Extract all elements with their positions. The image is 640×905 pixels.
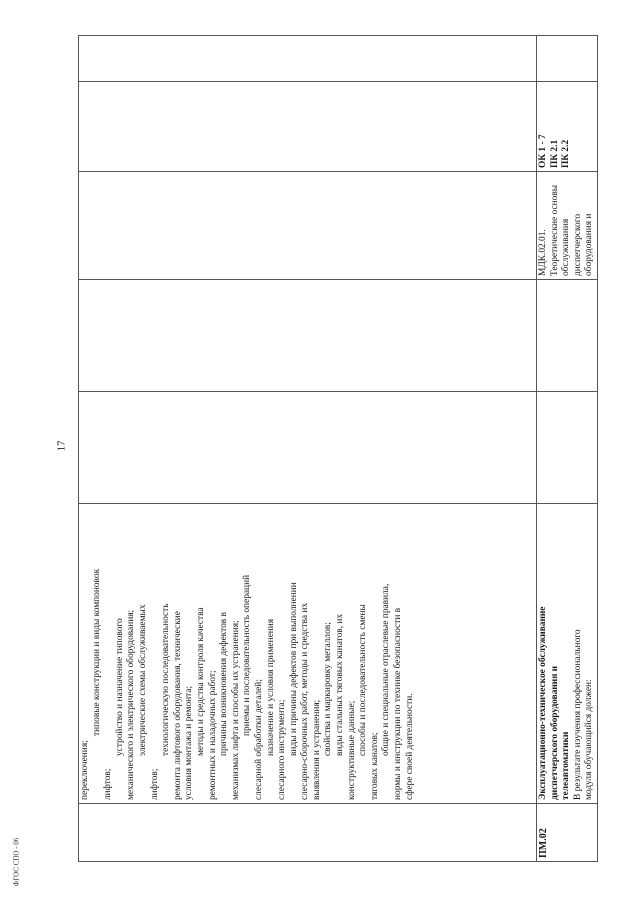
text-line: нормы и инструкции по технике безопасности в: [393, 607, 404, 800]
text-line: сфере своей деятельности.: [404, 693, 415, 800]
text-line: тяговых канатов;: [369, 732, 380, 800]
text-line: причины возникновения дефектов в: [219, 612, 230, 756]
module-code-cell: [537, 804, 598, 862]
text-line: механического и электрического оборудования;: [126, 609, 137, 800]
index-cell: [79, 804, 537, 862]
text-line: виды и причины дефектов при выполнении: [288, 582, 299, 756]
curriculum-table: [78, 36, 595, 862]
text-line: переключения;: [80, 740, 90, 800]
table-row: [79, 36, 537, 862]
text-line: свойства и маркировку металлов;: [323, 622, 334, 756]
text-line: Теоретические основы: [549, 184, 560, 276]
text-line: ремонтных и наладочных работ;: [207, 670, 218, 800]
content-cell: [79, 504, 537, 804]
hours-max-cell: [79, 392, 537, 504]
competence-cell: [537, 82, 598, 172]
hours-class-cell: [537, 280, 598, 392]
competence-cell: [79, 82, 537, 172]
text-line: конструктивные данные;: [346, 700, 357, 800]
module-intro: [573, 507, 596, 800]
text-line: лифтов;: [149, 768, 160, 800]
text-line: МДК.02.01.: [538, 229, 548, 276]
text-line: устройство и назначение типового: [114, 618, 125, 756]
text-line: обслуживания: [561, 218, 572, 276]
text-line: электрические схемы обслуживаемых: [137, 604, 148, 756]
text-line: механизмах лифта и способы их устранения;: [230, 620, 241, 800]
footer-code: ФГОС СПО - 06: [12, 837, 21, 887]
text-line: типовые конструкции и виды компоновок: [91, 568, 102, 736]
text-line: диспетчерского: [572, 213, 583, 276]
knowledge-list: [80, 507, 416, 800]
text-line: ОК 1 - 7: [538, 134, 548, 168]
text-line: выявления и устранения;: [311, 699, 322, 800]
text-line: Эксплуатационно-техническое обслуживание: [538, 606, 548, 800]
text-line: способы и последовательность смены: [358, 604, 369, 756]
extra-cell: [79, 36, 537, 82]
hours-max-cell: [537, 392, 598, 504]
text-line: назначение и условия применения: [265, 618, 276, 756]
mdk-name: [538, 175, 596, 276]
text-line: телеавтоматики: [561, 731, 572, 800]
text-line: ремонта лифтового оборудования, технические: [172, 611, 183, 800]
module-title-cell: [537, 504, 598, 804]
text-line: ПК 2.2: [561, 139, 572, 168]
text-line: ПК 2.1: [549, 139, 560, 168]
extra-cell: [537, 36, 598, 82]
text-line: В результате изучения профессионального: [572, 629, 583, 800]
text-line: слесарной обработки деталей;: [253, 679, 264, 800]
text-line: условия монтажа и ремонта;: [184, 685, 195, 800]
text-line: виды стальных тяговых канатов, их: [335, 613, 346, 756]
competence-codes: [538, 85, 573, 168]
text-line: слесарного инструмента;: [277, 699, 288, 800]
text-line: слесарно-сборочных работ, методы и средства их: [300, 602, 311, 800]
text-line: технологическую последовательность: [161, 603, 172, 756]
hours-class-cell: [79, 280, 537, 392]
text-line: приемы и последовательность операций: [242, 574, 253, 736]
module-title: [538, 507, 573, 800]
module-code: ПМ.02: [538, 828, 549, 858]
mdk-cell: [79, 172, 537, 280]
text-line: методы и средства контроля качества: [195, 607, 206, 756]
text-line: лифтов;: [103, 768, 114, 800]
text-line: общие и специальные отраслевые правила,: [381, 583, 392, 756]
mdk-cell: [537, 172, 598, 280]
page-number: 17: [55, 440, 68, 452]
table-row: [537, 36, 598, 862]
text-line: модуля обучающийся должен:: [584, 679, 595, 800]
text-line: оборудования и: [584, 213, 595, 276]
text-line: диспетчерского оборудования и: [549, 665, 560, 800]
